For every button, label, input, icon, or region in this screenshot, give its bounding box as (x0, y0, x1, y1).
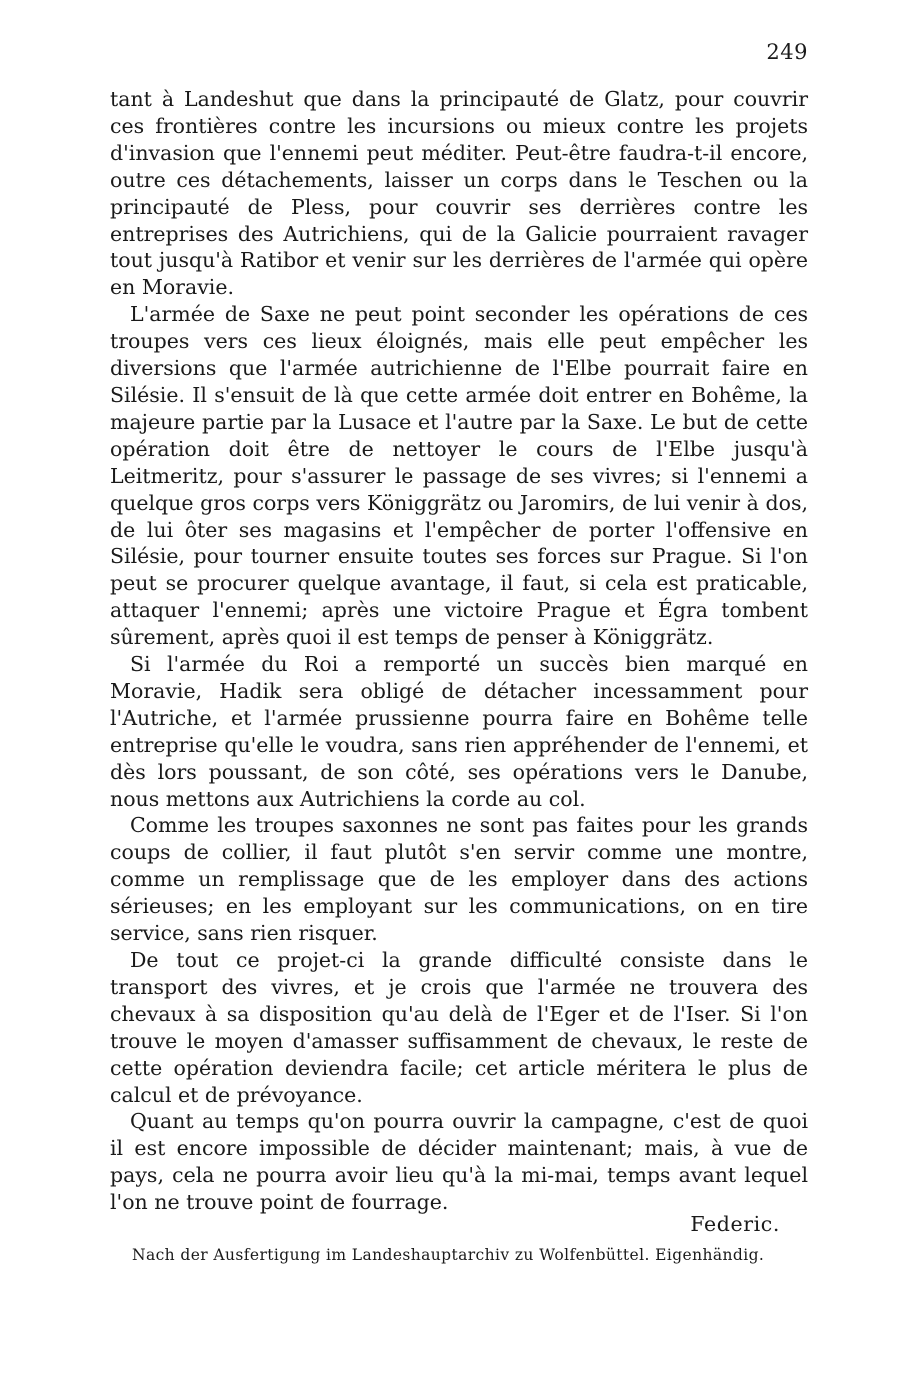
paragraph-4: Comme les troupes saxonnes ne sont pas faites pour les grands coups de collier, il faut plutôt s'en servir comme une montre, comme un remplissage que de les employer dans des actions sérieuses; en les employant sur les communications, on en tire service, sans rien risquer. (110, 813, 808, 946)
paragraph-5: De tout ce projet-ci la grande difficulté consiste dans le transport des vivres, et je crois que l'armée ne trouvera des chevaux à sa disposition qu'au delà de l'Eger et de l'Iser. Si l'on trouve le moyen d'amasser suffisamment de chevaux, le reste de cette opération deviendra facile; cet article méritera le plus de calcul et de prévoyance. (110, 948, 808, 1107)
paragraph-1: tant à Landeshut que dans la principauté de Glatz, pour couvrir ces frontières contre les incursions ou mieux contre les projets d'invasion que l'ennemi peut méditer. Peut-être faudra-t-il encore, outre ces détachements, laisser un corps dans le Teschen ou la principauté de Pless, pour couvrir ses derrières contre les entreprises des Autrichiens, qui de la Galicie pourraient ravager tout jusqu'à Ratibor et venir sur les derrières de l'armée qui opère en Moravie. (110, 87, 808, 300)
signature: Federic. (690, 1212, 780, 1236)
source-footnote: Nach der Ausfertigung im Landeshauptarchiv zu Wolfenbüttel. Eigenhändig. (132, 1246, 765, 1264)
paragraph-6: Quant au temps qu'on pourra ouvrir la campagne, c'est de quoi il est encore impossible de décider maintenant; mais, à vue de pays, cela ne pourra avoir lieu qu'à la mi-mai, temps avant lequel l'on ne trouve point de fourrage. (110, 1109, 808, 1215)
paragraph-2: L'armée de Saxe ne peut point seconder les opérations de ces troupes vers ces lieux éloignés, mais elle peut empêcher les diversions que l'armée autrichienne de l'Elbe pourrait faire en Silésie. Il s'ensuit de là que cette armée doit entrer en Bohême, la majeure partie par la Lusace et l'autre par la Saxe. Le but de cette opération doit être de nettoyer le cours de l'Elbe jusqu'à Leitmeritz, pour s'assurer le passage de ses vivres; si l'ennemi a quelque gros corps vers Königgrätz ou Jaromirs, de lui venir à dos, de lui ôter ses magasins et l'empêcher de porter l'offensive en Silésie, pour tourner ensuite toutes ses forces sur Prague. Si l'on peut se procurer quelque avantage, il faut, si cela est praticable, attaquer l'ennemi; après une victoire Prague et Égra tombent sûrement, après quoi il est temps de penser à Königgrätz. (110, 302, 808, 650)
page-number: 249 (766, 40, 808, 64)
body-text (110, 86, 808, 1216)
paragraph-3: Si l'armée du Roi a remporté un succès bien marqué en Moravie, Hadik sera obligé de détacher incessamment pour l'Autriche, et l'armée prussienne pourra faire en Bohême telle entreprise qu'elle le voudra, sans rien appréhender de l'ennemi, et dès lors poussant, de son côté, ses opérations vers le Danube, nous mettons aux Autrichiens la corde au col. (110, 652, 808, 811)
